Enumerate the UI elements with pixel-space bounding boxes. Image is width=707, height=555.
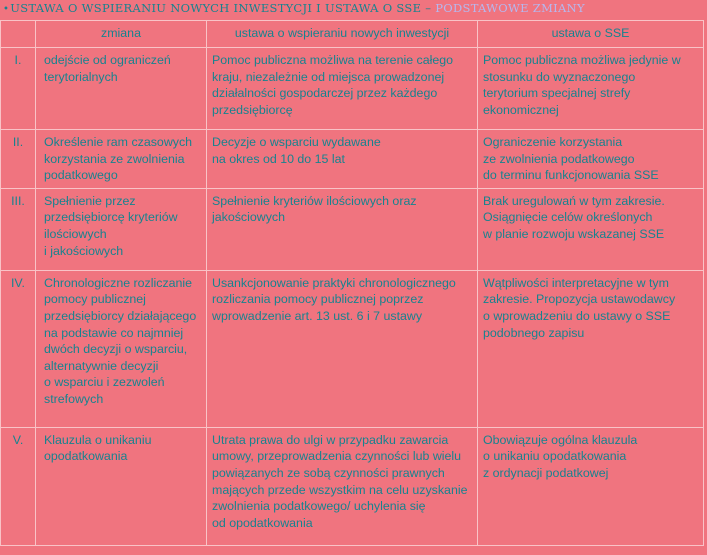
title-main: USTAWA O WSPIERANIU NOWYCH INWESTYCJI I USTAWA O SSE –: [10, 1, 436, 15]
table-header-row: [1, 21, 704, 48]
table-row: [1, 130, 704, 189]
cell-zmiana: Klauzula o unikaniu opodatkowania: [36, 427, 207, 545]
header-sse: ustawa o SSE: [478, 21, 704, 48]
row-number: V.: [1, 427, 36, 545]
cell-sse: Ograniczenie korzystania ze zwolnienia podatkowego do terminu funkcjonowania SSE: [478, 130, 704, 189]
header-nowe-inwestycje: ustawa o wspieraniu nowych inwestycji: [207, 21, 478, 48]
row-number: IV.: [1, 270, 36, 427]
title-accent: PODSTAWOWE ZMIANY: [435, 1, 585, 15]
header-num: [1, 21, 36, 48]
cell-sse: Wątpliwości interpretacyjne w tym zakresie. Propozycja ustawodawcy o wprowadzeniu do ustawy o SSE podobnego zapisu: [478, 270, 704, 427]
header-zmiana: zmiana: [36, 21, 207, 48]
cell-nowe-inwestycje: Usankcjonowanie praktyki chronologicznego rozliczania pomocy publicznej poprzez wprowadzenie art. 13 ust. 6 i 7 ustawy: [207, 270, 478, 427]
cell-nowe-inwestycje: Spełnienie kryteriów ilościowych oraz jakościowych: [207, 188, 478, 270]
row-number: III.: [1, 188, 36, 270]
table-row: [1, 427, 704, 545]
cell-zmiana: Spełnienie przez przedsiębiorcę kryteriów ilościowych i jakościowych: [36, 188, 207, 270]
comparison-table: [0, 20, 704, 546]
title-bullet: •: [3, 4, 10, 15]
cell-sse: Pomoc publiczna możliwa jedynie w stosunku do wyznaczonego terytorium specjalnej strefy ekonomicznej: [478, 48, 704, 130]
cell-zmiana: Chronologiczne rozliczanie pomocy publicznej przedsiębiorcy działającego na podstawie co najmniej dwóch decyzji o wsparciu, alternatywnie decyzji o wsparciu i zezwoleń strefowych: [36, 270, 207, 427]
cell-nowe-inwestycje: Pomoc publiczna możliwa na terenie całego kraju, niezależnie od miejsca prowadzonej działalności gospodarczej przez każdego przedsiębiorcę: [207, 48, 478, 130]
table-row: [1, 48, 704, 130]
table-row: [1, 188, 704, 270]
cell-nowe-inwestycje: Decyzje o wsparciu wydawane na okres od 10 do 15 lat: [207, 130, 478, 189]
cell-zmiana: Określenie ram czasowych korzystania ze zwolnienia podatkowego: [36, 130, 207, 189]
cell-nowe-inwestycje: Utrata prawa do ulgi w przypadku zawarcia umowy, przeprowadzenia czynności lub wielu powiązanych ze sobą czynności prawnych mających przede wszystkim na celu uzyskanie zwolnienia podatkowego/ uchylenia się od opodatkowania: [207, 427, 478, 545]
row-number: II.: [1, 130, 36, 189]
table-row: [1, 270, 704, 427]
row-number: I.: [1, 48, 36, 130]
cell-sse: Brak uregulowań w tym zakresie. Osiągnięcie celów określonych w planie rozwoju wskazanej SSE: [478, 188, 704, 270]
cell-sse: Obowiązuje ogólna klauzula o unikaniu opodatkowania z ordynacji podatkowej: [478, 427, 704, 545]
slide-title: [3, 1, 585, 17]
cell-zmiana: odejście od ograniczeń terytorialnych: [36, 48, 207, 130]
